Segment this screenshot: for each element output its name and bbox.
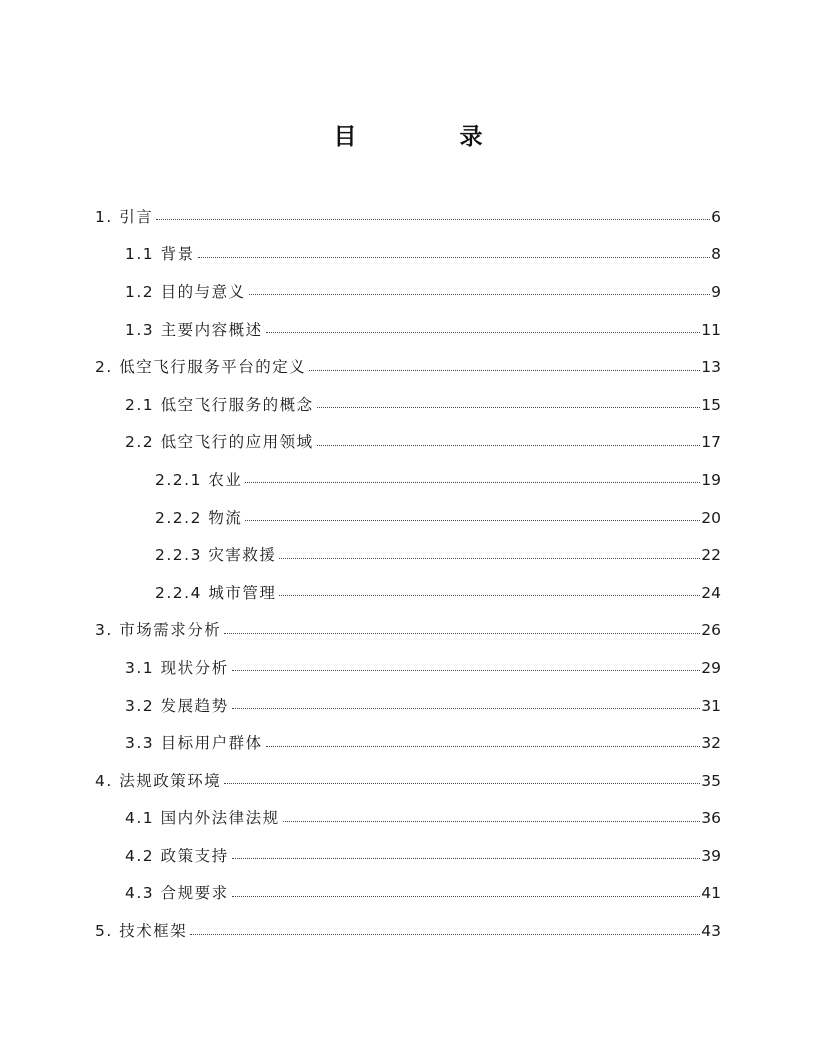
dot-leader (283, 821, 701, 822)
dot-leader (190, 934, 700, 935)
toc-entry-label: 1.3 主要内容概述 (125, 320, 263, 339)
toc-entry-page: 15 (701, 395, 721, 414)
toc-entry-page: 36 (701, 809, 721, 828)
dot-leader (224, 633, 700, 634)
dot-leader (232, 708, 701, 709)
dot-leader (266, 746, 701, 747)
toc-title: 目 录 (333, 124, 523, 150)
toc-entry[interactable] (155, 461, 721, 499)
toc-entry[interactable] (95, 198, 721, 236)
toc-entry[interactable] (95, 762, 721, 800)
toc-entry[interactable] (125, 875, 721, 913)
toc-entry-label: 2.2.2 物流 (155, 508, 243, 527)
toc-entry-label: 2.2.4 城市管理 (155, 583, 277, 602)
toc-entry[interactable] (155, 499, 721, 537)
toc-entry-page: 13 (701, 358, 721, 377)
dot-leader (249, 294, 711, 295)
toc-entry-page: 22 (701, 546, 721, 565)
toc-entry[interactable] (125, 424, 721, 462)
toc-entry-page: 8 (711, 245, 721, 264)
toc-entry-label: 2.2.1 农业 (155, 470, 243, 489)
toc-entry[interactable] (155, 536, 721, 574)
toc-entry[interactable] (155, 574, 721, 612)
dot-leader (309, 370, 700, 371)
toc-entry[interactable] (125, 724, 721, 762)
toc-entry-label: 2. 低空飞行服务平台的定义 (95, 358, 307, 377)
toc-entry-page: 32 (701, 734, 721, 753)
dot-leader (156, 219, 710, 220)
toc-entry-page: 35 (701, 771, 721, 790)
dot-leader (266, 332, 701, 333)
toc-entry[interactable] (125, 273, 721, 311)
dot-leader (279, 595, 700, 596)
toc-entry-label: 2.2.3 灾害救援 (155, 546, 277, 565)
toc-entry-label: 4.3 合规要求 (125, 884, 229, 903)
toc-entry[interactable] (125, 236, 721, 274)
toc-entry-page: 24 (701, 583, 721, 602)
toc-entry-page: 17 (701, 433, 721, 452)
toc-entry-label: 3.3 目标用户群体 (125, 734, 263, 753)
toc-list (0, 198, 816, 950)
dot-leader (317, 407, 701, 408)
toc-entry-page: 19 (701, 470, 721, 489)
toc-entry-label: 1.1 背景 (125, 245, 195, 264)
dot-leader (224, 783, 700, 784)
toc-entry-page: 6 (711, 207, 721, 226)
toc-entry[interactable] (125, 800, 721, 838)
toc-entry[interactable] (95, 612, 721, 650)
toc-entry-page: 43 (701, 922, 721, 941)
toc-entry-label: 4.1 国内外法律法规 (125, 809, 280, 828)
dot-leader (245, 520, 700, 521)
dot-leader (232, 670, 701, 671)
toc-entry[interactable] (95, 348, 721, 386)
toc-entry-page: 29 (701, 658, 721, 677)
dot-leader (232, 858, 701, 859)
dot-leader (279, 558, 700, 559)
toc-entry-page: 11 (701, 320, 721, 339)
toc-entry-label: 2.2 低空飞行的应用领域 (125, 433, 314, 452)
dot-leader (232, 896, 701, 897)
toc-entry-label: 2.1 低空飞行服务的概念 (125, 395, 314, 414)
toc-entry-label: 1.2 目的与意义 (125, 282, 246, 301)
toc-entry[interactable] (95, 912, 721, 950)
toc-entry[interactable] (125, 687, 721, 725)
dot-leader (245, 482, 700, 483)
toc-entry-label: 3.1 现状分析 (125, 658, 229, 677)
toc-entry[interactable] (125, 837, 721, 875)
toc-entry-label: 5. 技术框架 (95, 922, 188, 941)
toc-entry-label: 4. 法规政策环境 (95, 771, 222, 790)
toc-entry-label: 3.2 发展趋势 (125, 696, 229, 715)
dot-leader (198, 257, 711, 258)
toc-entry[interactable] (125, 311, 721, 349)
toc-entry-page: 31 (701, 696, 721, 715)
toc-entry-page: 26 (701, 621, 721, 640)
dot-leader (317, 445, 701, 446)
toc-entry[interactable] (125, 386, 721, 424)
toc-entry-page: 20 (701, 508, 721, 527)
toc-entry-label: 1. 引言 (95, 207, 154, 226)
toc-entry-page: 9 (711, 282, 721, 301)
toc-entry-page: 39 (701, 846, 721, 865)
toc-entry[interactable] (125, 649, 721, 687)
toc-entry-label: 3. 市场需求分析 (95, 621, 222, 640)
toc-entry-page: 41 (701, 884, 721, 903)
toc-entry-label: 4.2 政策支持 (125, 846, 229, 865)
